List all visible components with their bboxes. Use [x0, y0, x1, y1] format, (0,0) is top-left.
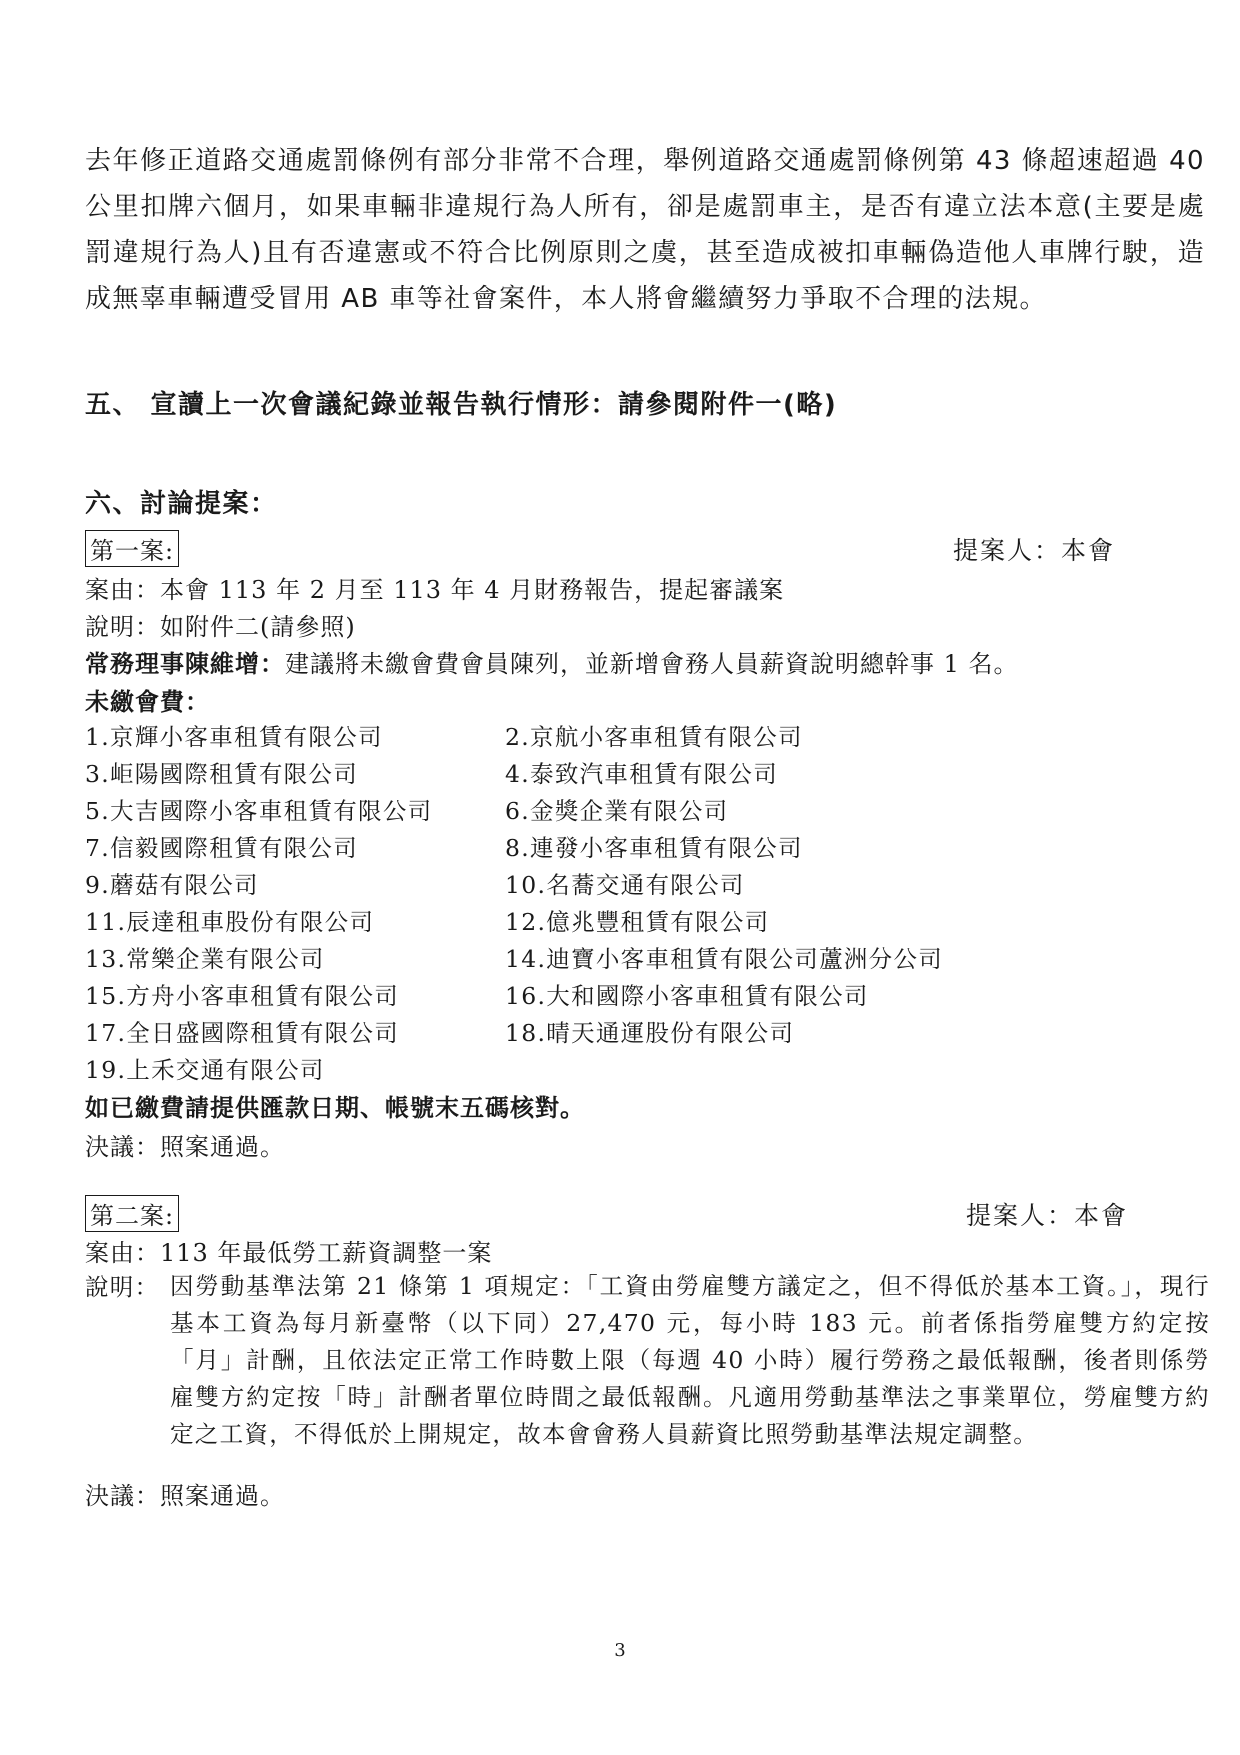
list-item: 18.晴天通運股份有限公司	[505, 1019, 795, 1047]
case-2-reason: 案由：113 年最低勞工薪資調整一案	[85, 1239, 493, 1267]
case-1-resolution: 決議：照案通過。	[85, 1133, 285, 1161]
list-item: 2.京航小客車租賃有限公司	[505, 723, 803, 751]
page-number: 3	[614, 1640, 626, 1661]
list-item: 19.上禾交通有限公司	[85, 1056, 325, 1084]
explanation-label: 說明：	[85, 1273, 160, 1301]
list-item: 6.金獎企業有限公司	[505, 797, 729, 825]
intro-paragraph: 去年修正道路交通處罰條例有部分非常不合理，舉例道路交通處罰條例第 43 條超速超過 40 公里扣牌六個月，如果車輛非違規行為人所有，卻是處罰車主，是否有違立法本意(主要是處罰違規行為人)且有否違憲或不符合比例原則之虞，甚至造成被扣車輛偽造他人車牌行駛，造成無辜車輛遭受冒用 AB 車等社會案件，本人將會繼續努力爭取不合理的法規。	[85, 146, 1205, 314]
list-item: 14.迪寶小客車租賃有限公司蘆洲分公司	[505, 945, 944, 973]
case-2-label: 第二案:	[85, 1195, 179, 1232]
list-item: 8.連發小客車租賃有限公司	[505, 834, 803, 862]
case-1-label: 第一案:	[85, 530, 179, 567]
case-1-explanation: 說明：如附件二(請參照)	[85, 613, 356, 641]
list-item: 3.岠陽國際租賃有限公司	[85, 760, 359, 788]
payment-note: 如已繳費請提供匯款日期、帳號末五碼核對。	[85, 1094, 585, 1122]
list-item: 10.名蕎交通有限公司	[505, 871, 745, 899]
list-item: 17.全日盛國際租賃有限公司	[85, 1019, 400, 1047]
case-1-reason: 案由：本會 113 年 2 月至 113 年 4 月財務報告，提起審議案	[85, 576, 785, 604]
list-item: 11.辰達租車股份有限公司	[85, 908, 375, 936]
list-item: 9.蘑菇有限公司	[85, 871, 259, 899]
list-item: 16.大和國際小客車租賃有限公司	[505, 982, 869, 1010]
case-2-resolution: 決議：照案通過。	[85, 1482, 285, 1510]
director-name: 常務理事陳維增：	[85, 650, 285, 678]
list-item: 12.億兆豐租賃有限公司	[505, 908, 770, 936]
list-item: 13.常樂企業有限公司	[85, 945, 325, 973]
section-5-heading: 五、 宣讀上一次會議紀錄並報告執行情形：請參閱附件一(略)	[85, 390, 838, 420]
section-6-heading: 六、討論提案：	[85, 489, 278, 519]
unpaid-heading: 未繳會費：	[85, 688, 210, 716]
director-comment	[85, 644, 1019, 679]
director-text: 建議將未繳會費會員陳列，並新增會務人員薪資說明總幹事 1 名。	[285, 650, 1019, 678]
list-item: 5.大吉國際小客車租賃有限公司	[85, 797, 433, 825]
list-item: 4.泰致汽車租賃有限公司	[505, 760, 779, 788]
list-item: 7.信毅國際租賃有限公司	[85, 834, 359, 862]
case-2-proposer: 提案人：本會	[966, 1201, 1129, 1230]
explanation-text: 因勞動基準法第 21 條第 1 項規定：「工資由勞雇雙方議定之，但不得低於基本工資。」，現行基本工資為每月新臺幣（以下同）27,470 元，每小時 183 元。前者係指勞雇雙方約定按「月」計酬，且依法定正常工作時數上限（每週 40 小時）履行勞務之最低報酬，後者則係勞雇雙方約定按「時」計酬者單位時間之最低報酬。凡適用勞動基準法之事業單位，勞雇雙方約定之工資，不得低於上開規定，故本會會務人員薪資比照勞動基準法規定調整。	[170, 1272, 1210, 1448]
list-item: 15.方舟小客車租賃有限公司	[85, 982, 400, 1010]
list-item: 1.京輝小客車租賃有限公司	[85, 723, 383, 751]
case-1-proposer: 提案人：本會	[953, 536, 1116, 565]
